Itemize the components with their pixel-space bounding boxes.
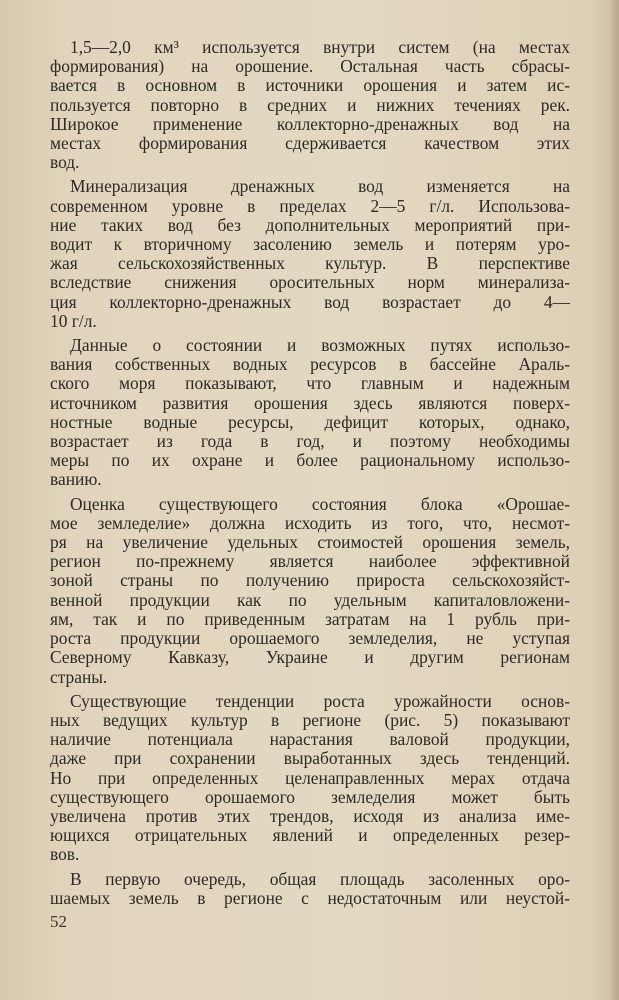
text-line: ющихся отрицательных явлений и определенных резер- (50, 825, 570, 846)
text-line: источником развития орошения здесь являются поверх- (50, 392, 570, 413)
text-line: Данные о состоянии и возможных путях использо- (70, 335, 570, 356)
text-line: ция коллекторно-дренажных вод возрастает до 4— (50, 291, 570, 312)
paragraph (50, 692, 570, 865)
text-line: водит к вторичному засолению земель и потерям уро- (50, 234, 570, 255)
text-line: местах формирования сдерживается качеством этих (50, 133, 570, 154)
text-line: шаемых земель в регионе с недостаточным или неустой- (50, 887, 570, 908)
paragraph (50, 177, 570, 331)
text-line: ностные водные ресурсы, дефицит которых, однако, (50, 411, 570, 432)
text-line: вов. (50, 844, 80, 865)
text-line: вания собственных водных ресурсов в бассейне Араль- (50, 354, 570, 375)
text-line: зоной страны по получению прироста сельскохозяйст- (50, 570, 570, 591)
text-line: Но при определенных целенаправленных мерах отдача (50, 767, 570, 788)
text-line: 1,5—2,0 км³ используется внутри систем (на местах (70, 37, 570, 57)
text-line: Северному Кавказу, Украине и другим регионам (50, 647, 570, 668)
text-line: 10 г/л. (50, 310, 97, 331)
text-line: страны. (50, 666, 108, 687)
text-line: регион по-прежнему является наиболее эффективной (50, 551, 570, 572)
text-line: ных ведущих культур в регионе (рис. 5) показывают (50, 709, 570, 730)
text-line: Существующие тенденции роста урожайности основ- (70, 690, 570, 711)
text-line: мое земледелие» должна исходить из того, что, несмот- (50, 512, 570, 533)
text-line: ям, так и по приведенным затратам на 1 рубль при- (50, 608, 570, 629)
page-edge-shadow (609, 0, 619, 1000)
text-line: формирования) на орошение. Остальная часть сбрасы- (50, 56, 570, 77)
text-line: роста продукции орошаемого земледелия, не уступая (50, 628, 570, 649)
text-line: вается в основном в источники орошения и затем ис- (50, 75, 570, 96)
paragraph (50, 495, 570, 687)
page-number: 52 (50, 912, 67, 931)
text-line: В первую очередь, общая площадь засоленных оро- (70, 868, 570, 889)
text-line: современном уровне в пределах 2—5 г/л. Использова- (50, 195, 570, 216)
text-line: Оценка существующего состояния блока «Орошае- (70, 493, 570, 514)
paragraph (50, 336, 570, 490)
text-line: ванию. (50, 469, 102, 490)
text-line: ря на увеличение удельных стоимостей орошения земель, (50, 532, 570, 553)
text-line: вод. (50, 152, 80, 173)
text-line: увеличена против этих трендов, исходя из анализа име- (50, 805, 570, 826)
text-line: Минерализация дренажных вод изменяется на (70, 176, 570, 197)
paragraph (50, 870, 570, 908)
text-line: ние таких вод без дополнительных мероприятий при- (50, 214, 570, 235)
text-line: возрастает из года в год, и поэтому необходимы (50, 431, 570, 452)
text-line: наличие потенциала нарастания валовой продукции, (50, 729, 570, 750)
text-line: ского моря показывают, что главным и надежным (50, 373, 570, 394)
text-line: существующего орошаемого земледелия может быть (50, 786, 570, 807)
text-line: жая сельскохозяйственных культур. В перспективе (50, 253, 570, 274)
paragraph (50, 38, 570, 172)
text-line: Широкое применение коллекторно-дренажных вод на (50, 113, 570, 134)
text-line: меры по их охране и более рациональному использо- (50, 450, 570, 471)
text-line: вследствие снижения оросительных норм минерализа- (50, 272, 570, 293)
text-line: венной продукции как по удельным капиталовложени- (50, 589, 570, 610)
text-line: даже при сохранении выработанных здесь тенденций. (50, 748, 570, 769)
body-text (50, 38, 570, 913)
text-line: пользуется повторно в средних и нижних течениях рек. (50, 94, 570, 115)
